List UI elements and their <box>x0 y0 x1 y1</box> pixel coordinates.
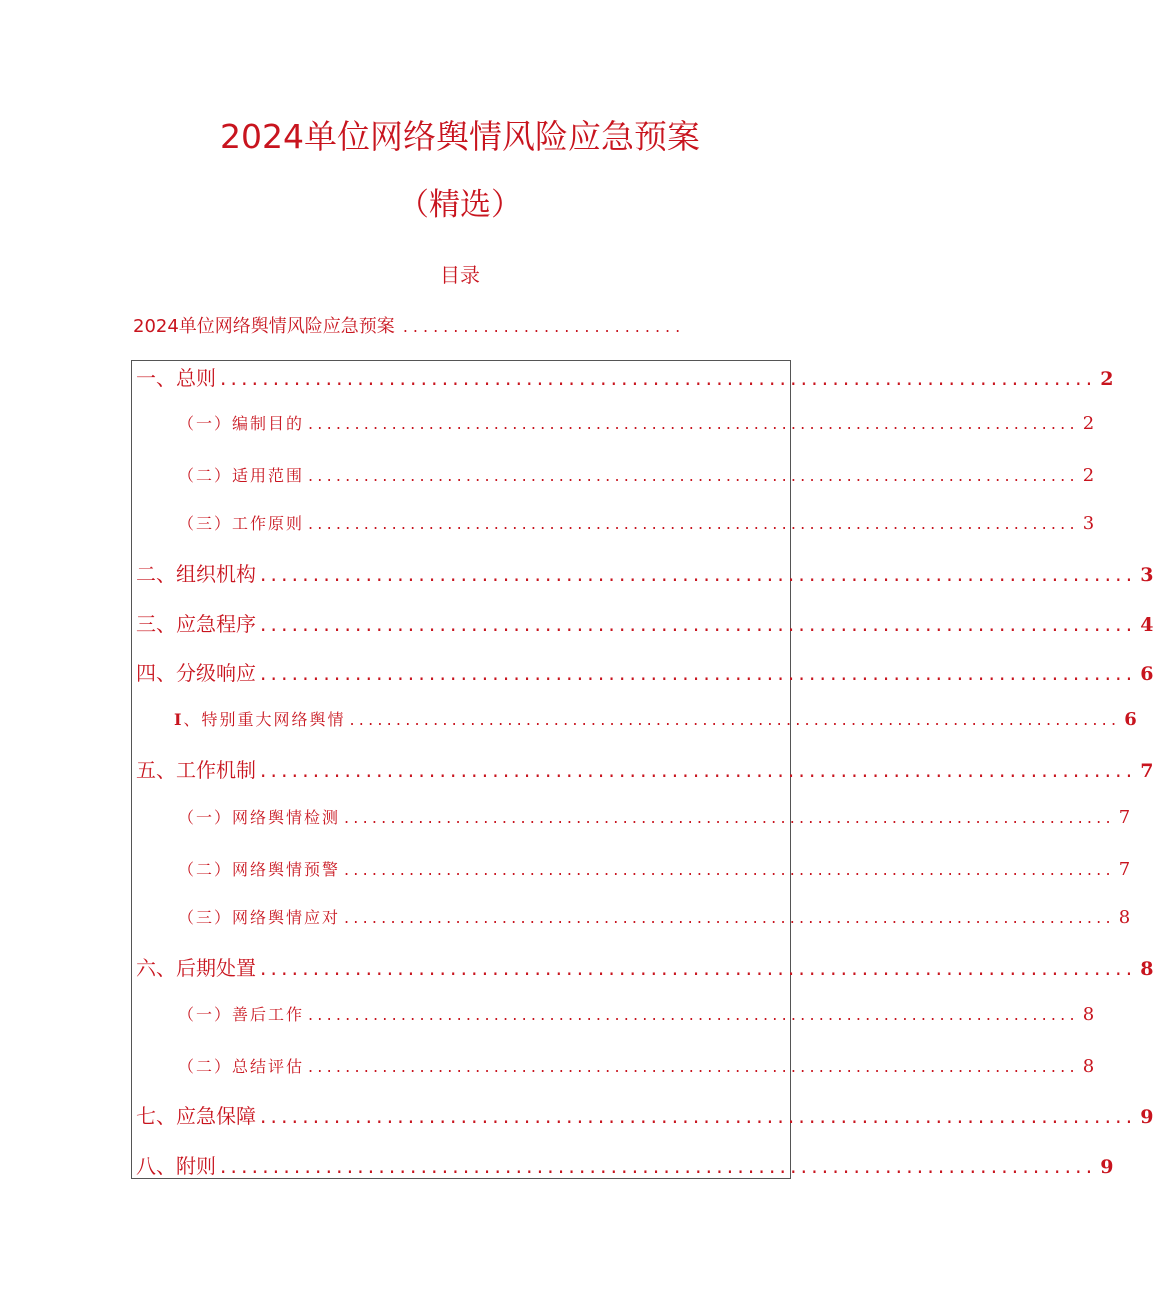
toc-roman-numeral: I <box>174 710 184 729</box>
toc-entry[interactable] <box>132 953 1154 984</box>
toc-entry[interactable] <box>132 755 1154 786</box>
toc-leader: ................................................................................... <box>220 366 1097 390</box>
toc-entry-label: 五、工作机制 <box>136 758 256 782</box>
toc-entry-label: （一）编制目的 <box>178 414 305 433</box>
toc-page-number: 7 <box>1118 807 1131 828</box>
toc-entry-label: （二）总结评估 <box>178 1057 305 1076</box>
toc-entry-label: 2024单位网络舆情风险应急预案 <box>133 316 395 337</box>
toc-leader: ................................................................................... <box>308 414 1079 433</box>
toc-entry[interactable] <box>132 559 1154 590</box>
toc-entry[interactable] <box>132 1002 1095 1028</box>
toc-leader: ................................................................................... <box>344 908 1115 927</box>
toc-entry-document[interactable] <box>133 313 763 341</box>
toc-entry[interactable] <box>132 905 1131 931</box>
toc-page-number: 8 <box>1082 1056 1095 1077</box>
toc-leader: ................................................................................... <box>308 466 1079 485</box>
toc-entry-label: 三、应急程序 <box>136 612 256 636</box>
toc-leader: ................................................................................... <box>308 1057 1079 1076</box>
toc-entry[interactable] <box>132 805 1131 831</box>
toc-entry-label <box>174 707 346 733</box>
toc-entry[interactable] <box>132 463 1095 489</box>
toc-entry[interactable] <box>132 511 1095 537</box>
toc-entry-label: 七、应急保障 <box>136 1104 256 1128</box>
toc-entry[interactable] <box>132 411 1095 437</box>
toc-entry-label: （二）网络舆情预警 <box>178 860 341 879</box>
toc-entry-label: 六、后期处置 <box>136 956 256 980</box>
toc-entry[interactable] <box>132 857 1131 883</box>
toc-page-number: 2 <box>1082 465 1095 486</box>
toc-leader: ................................................................................... <box>344 860 1115 879</box>
toc-entry[interactable] <box>132 363 1114 394</box>
toc-leader: ................................................................................... <box>260 956 1137 980</box>
toc-leader: ................................................................................... <box>308 1005 1079 1024</box>
toc-leader: ................................................................................... <box>260 758 1137 782</box>
toc-box <box>131 360 1154 1179</box>
toc-page-number: 7 <box>1118 859 1131 880</box>
toc-entry-label: 八、附则 <box>136 1154 216 1178</box>
toc-leader: ................................................................................... <box>220 1154 1097 1178</box>
toc-page-number: 8 <box>1118 907 1131 928</box>
toc-leader: ................................................................................... <box>308 514 1079 533</box>
toc-leader: ................................................................................... <box>260 612 1137 636</box>
toc-page-number: 8 <box>1082 1004 1095 1025</box>
toc-entry[interactable] <box>132 707 1137 733</box>
document-subtitle: （精选） <box>398 187 522 223</box>
toc-entry[interactable] <box>132 1101 1154 1132</box>
toc-page-number: 6 <box>1140 663 1154 685</box>
toc-entry-label: （三）网络舆情应对 <box>178 908 341 927</box>
toc-page-number: 3 <box>1140 564 1154 586</box>
toc-leader: ................................................................................... <box>260 1104 1137 1128</box>
toc-entry-label: 一、总则 <box>136 366 216 390</box>
toc-leader: ............................ <box>402 317 686 336</box>
toc-leader: ................................................................................... <box>349 710 1121 729</box>
toc-leader: ................................................................................... <box>344 808 1115 827</box>
toc-entry[interactable] <box>132 1151 1114 1182</box>
toc-leader: ................................................................................... <box>260 562 1137 586</box>
toc-entry[interactable] <box>132 658 1154 689</box>
toc-entry-label: （二）适用范围 <box>178 466 305 485</box>
document-title: 2024单位网络舆情风险应急预案 <box>220 117 700 156</box>
toc-leader: ................................................................................... <box>260 661 1137 685</box>
toc-entry-label: （一）善后工作 <box>178 1005 305 1024</box>
toc-entry[interactable] <box>132 609 1154 640</box>
toc-heading: 目录 <box>440 263 480 287</box>
toc-page-number: 7 <box>1140 760 1154 782</box>
toc-entry-label: （一）网络舆情检测 <box>178 808 341 827</box>
toc-page-number: 3 <box>1082 513 1095 534</box>
toc-page-number: 2 <box>1082 413 1095 434</box>
toc-entry-text: 、特别重大网络舆情 <box>183 710 346 729</box>
toc-page-number: 4 <box>1140 614 1154 636</box>
toc-entry-label: 四、分级响应 <box>136 661 256 685</box>
toc-page-number: 8 <box>1140 958 1154 980</box>
toc-entry-label: 二、组织机构 <box>136 562 256 586</box>
toc-page-number: 2 <box>1100 368 1114 390</box>
toc-entry[interactable] <box>132 1054 1095 1080</box>
toc-entry-label: （三）工作原则 <box>178 514 305 533</box>
toc-page-number: 9 <box>1100 1156 1114 1178</box>
toc-page-number: 9 <box>1140 1106 1154 1128</box>
toc-page-number: 6 <box>1124 709 1137 730</box>
